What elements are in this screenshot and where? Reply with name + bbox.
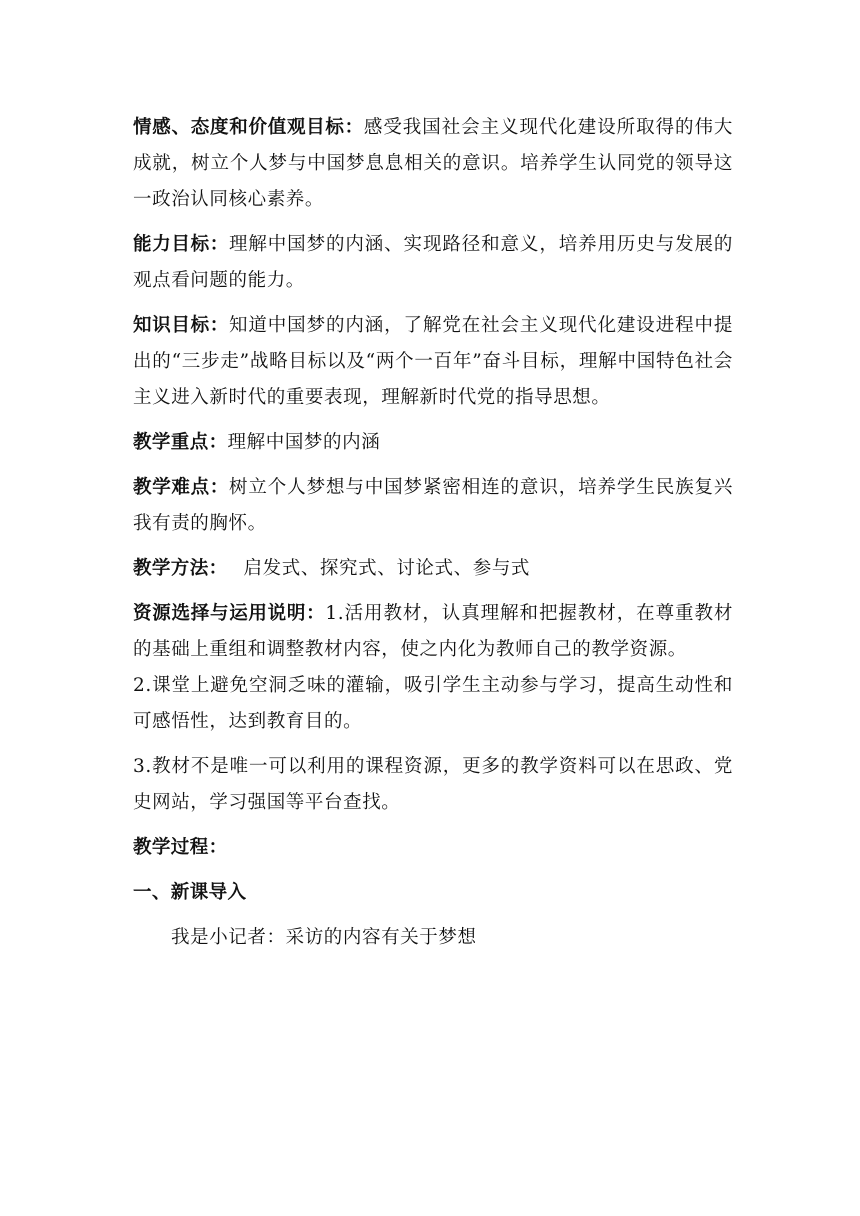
knowledge-objective-text: 知道中国梦的内涵，了解党在社会主义现代化建设进程中提出的“三步走”战略目标以及“两个一百年”奋斗目标，理解中国特色社会主义进入新时代的重要表现，理解新时代党的指导思想。 [133,315,733,408]
knowledge-objective-label: 知识目标： [133,315,229,336]
emotion-objective [133,110,733,218]
emotion-objective-label: 情感、态度和价值观目标： [133,117,364,138]
ability-objective-text: 理解中国梦的内涵、实现路径和意义，培养用历史与发展的观点看问题的能力。 [133,234,733,291]
resource-note-item-1: 1.活用教材，认真理解和把握教材，在尊重教材的基础上重组和调整教材内容，使之内化为教师自己的教学资源。 [133,603,733,660]
emotion-objective-text: 感受我国社会主义现代化建设所取得的伟大成就，树立个人梦与中国梦息息相关的意识。培养学生认同党的领导这一政治认同核心素养。 [133,117,733,210]
ability-objective-label: 能力目标： [133,234,229,255]
teaching-key-point-text: 理解中国梦的内涵 [227,432,381,453]
resource-note-3 [133,749,733,821]
new-lesson-intro-label: 一、新课导入 [133,882,247,903]
teaching-difficulty-label: 教学难点： [133,477,229,498]
resource-note-item-3: 3.教材不是唯一可以利用的课程资源，更多的教学资料可以在思政、党史网站，学习强国等平台查找。 [133,756,733,813]
teaching-key-point [133,425,733,461]
teaching-method [133,551,733,587]
resource-note-2 [133,668,733,740]
resource-note-item-2: 2.课堂上避免空洞乏味的灌输，吸引学生主动参与学习，提高生动性和可感悟性，达到教育目的。 [133,675,733,732]
teaching-process-heading [133,830,733,866]
teaching-difficulty [133,470,733,542]
ability-objective [133,227,733,299]
new-lesson-intro-text [133,920,733,956]
teaching-method-label: 教学方法： [133,558,228,579]
knowledge-objective [133,308,733,416]
new-lesson-intro-content: 我是小记者：采访的内容有关于梦想 [171,927,477,948]
teaching-method-text: 启发式、探究式、讨论式、参与式 [243,558,531,579]
resource-note-label: 资源选择与运用说明： [133,603,326,624]
teaching-difficulty-text: 树立个人梦想与中国梦紧密相连的意识，培养学生民族复兴我有责的胸怀。 [133,477,733,534]
resource-note [133,596,733,668]
document-page [133,110,733,956]
teaching-process-label: 教学过程： [133,837,228,858]
teaching-key-point-label: 教学重点： [133,432,228,453]
new-lesson-intro-heading [133,875,733,911]
